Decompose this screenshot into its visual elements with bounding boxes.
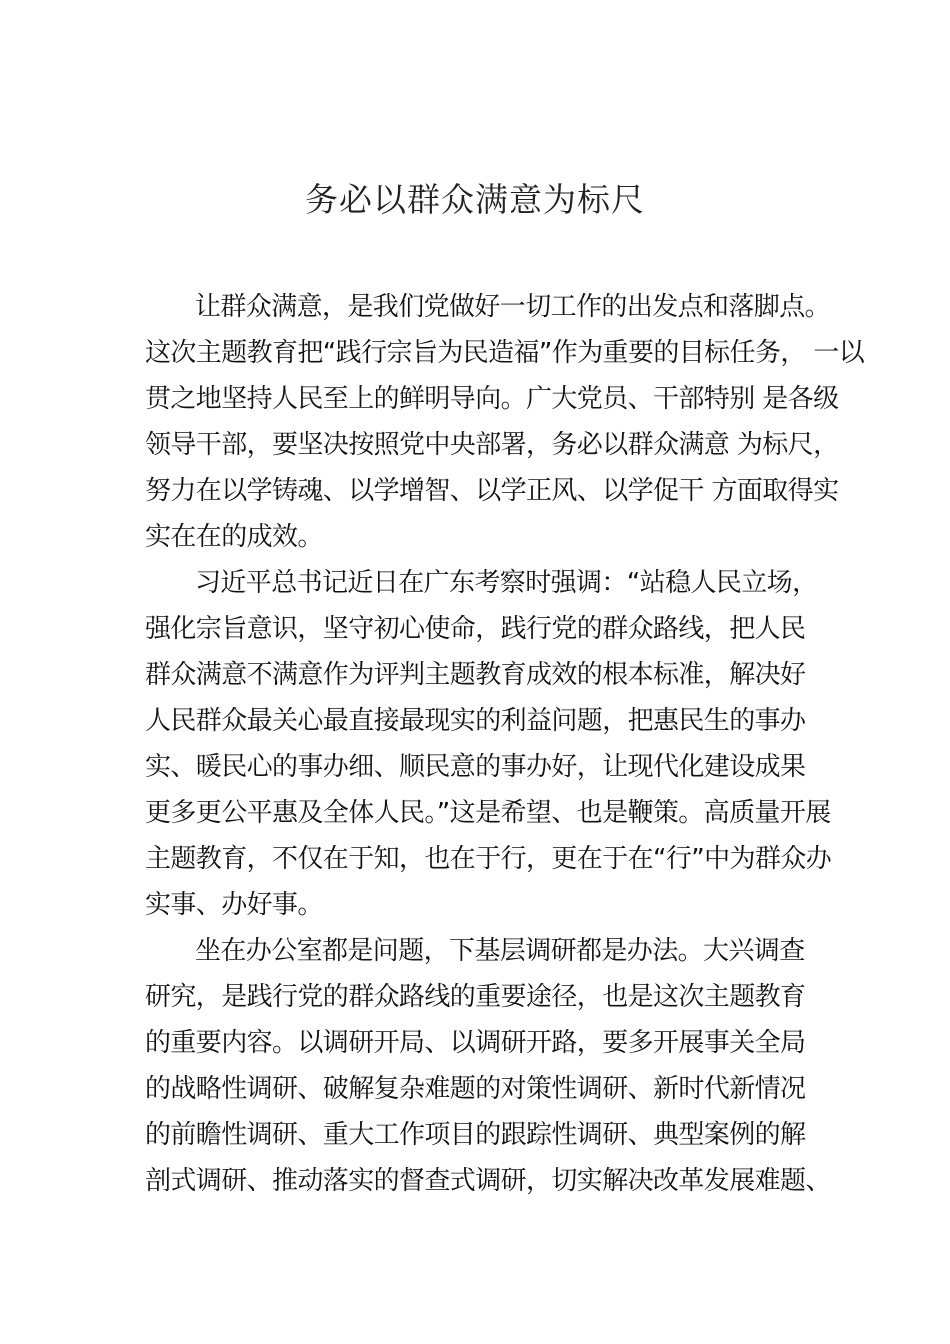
paragraph-line: 贯之地坚持人民至上的鲜明导向。广大党员、干部特别 是各级 (145, 384, 839, 414)
paragraph-line: 研究，是践行党的群众路线的重要途径，也是这次主题教育 (145, 982, 806, 1012)
paragraph-line: 剖式调研、推动落实的督查式调研，切实解决改革发展难题、 (145, 1166, 831, 1196)
document-title: 务必以群众满意为标尺 (305, 180, 645, 219)
paragraph-line: 群众满意不满意作为评判主题教育成效的根本标准，解决好 (145, 660, 806, 690)
paragraph-line: 主题教育，不仅在于知，也在于行，更在于在“行”中为群众办 (145, 844, 832, 874)
paragraph-line: 习近平总书记近日在广东考察时强调：“站稳人民立场， (195, 568, 818, 598)
paragraph-line: 人民群众最关心最直接最现实的利益问题，把惠民生的事办 (145, 706, 806, 736)
paragraph-line: 坐在办公室都是问题，下基层调研都是办法。大兴调查 (195, 936, 805, 966)
paragraph-line: 实、暖民心的事办细、顺民意的事办好，让现代化建设成果 (145, 752, 806, 782)
paragraph-line: 让群众满意，是我们党做好一切工作的出发点和落脚点。 (195, 292, 831, 322)
paragraph-line: 更多更公平惠及全体人民。”这是希望、也是鞭策。高质量开展 (145, 798, 831, 828)
paragraph-line: 的前瞻性调研、重大工作项目的跟踪性调研、典型案例的解 (145, 1120, 806, 1150)
paragraph-line: 这次主题教育把“践行宗旨为民造福”作为重要的目标任务， 一以 (145, 338, 865, 368)
paragraph-line: 强化宗旨意识，坚守初心使命，践行党的群众路线，把人民 (145, 614, 806, 644)
paragraph-line: 的战略性调研、破解复杂难题的对策性调研、新时代新情况 (145, 1074, 806, 1104)
paragraph-line: 努力在以学铸魂、以学增智、以学正风、以学促干 方面取得实 (145, 476, 839, 506)
document-body (145, 284, 865, 1204)
paragraph-line: 领导干部，要坚决按照党中央部署，务必以群众满意 为标尺， (145, 430, 839, 460)
paragraph-line: 实在在的成效。 (145, 522, 323, 552)
paragraph-line: 的重要内容。以调研开局、以调研开路，要多开展事关全局 (145, 1028, 806, 1058)
paragraph-line: 实事、办好事。 (145, 890, 323, 920)
